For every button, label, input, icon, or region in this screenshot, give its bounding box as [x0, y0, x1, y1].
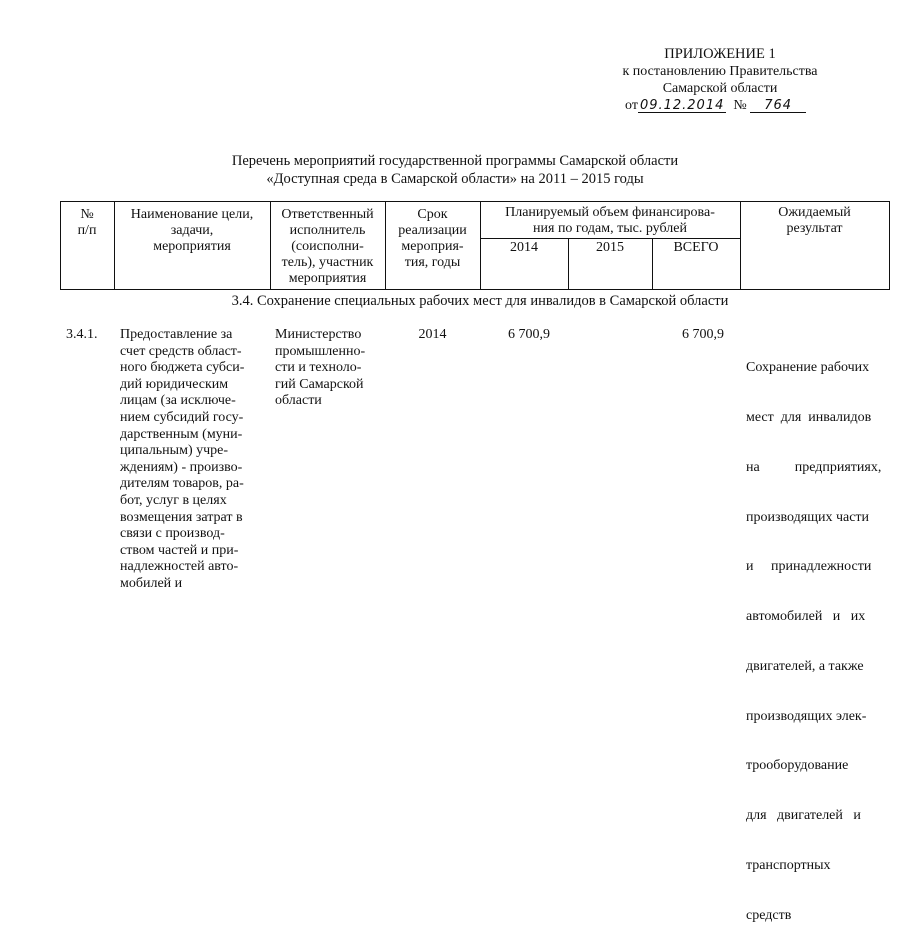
handwritten-date: 09.12.2014: [639, 98, 725, 113]
number-prefix: №: [733, 98, 747, 113]
header-finance-2015: 2015: [596, 240, 624, 255]
row-term: 2014: [418, 327, 447, 342]
header-result: Ожидаемый результат: [778, 205, 851, 236]
col-border-8: [889, 201, 890, 289]
document-title-line-2: «Доступная среда в Самарской области» на 2011 – 2015 годы: [266, 171, 644, 187]
annex-block: [600, 46, 840, 97]
annex-title: ПРИЛОЖЕНИЕ 1: [664, 46, 776, 62]
annex-line-3: Самарской области: [662, 81, 778, 96]
header-name: Наименование цели, задачи, мероприятия: [130, 207, 254, 254]
finance-subheader-border: [480, 238, 740, 239]
row-finance-2014: 6 700,9: [508, 327, 550, 342]
row-number: 3.4.1.: [66, 327, 98, 342]
table-top-border: [60, 201, 890, 202]
date-prefix: от: [625, 98, 638, 113]
header-term: Срок реализации мероприя- тия, годы: [398, 207, 467, 270]
row-result-cell: Сохранение рабочих мест для инвалидов на предприятиях, производящих части и принадлежности автомобилей и их двигателей, а также производящих элек- трооборудование для двигателей и транспортных средств: [746, 360, 882, 923]
header-num: № п/п: [77, 207, 97, 238]
section-title: 3.4. Сохранение специальных рабочих мест для инвалидов в Самарской области: [231, 293, 729, 309]
handwritten-number: 764: [750, 99, 806, 113]
header-responsible: Ответственный исполнитель (соисполни- тель), участник мероприятия: [281, 207, 374, 286]
header-finance: Планируемый объем финансирова- ния по годам, тыс. рублей: [505, 205, 715, 236]
header-finance-total: ВСЕГО: [673, 240, 719, 255]
table-header-bottom-border: [60, 289, 890, 290]
document-title-line-1: Перечень мероприятий государственной программы Самарской области: [231, 153, 679, 169]
annex-date-row: [625, 98, 806, 114]
row-name-cell: Предоставление за счет средств област- ного бюджета субси- дий юридическим лицам (за исключе- нием субсидий госу- дарственным (муни- ципальным) учре- ждениям) - произво- дителям товаров, ра- бот, услуг в целях возмещения затрат в связи с производ- ством частей и при- надлежностей авто- мобилей и: [120, 327, 245, 591]
row-responsible-cell: Министерство промышленно- сти и техноло- гий Самарской области: [275, 327, 366, 409]
header-finance-2014: 2014: [510, 240, 538, 255]
row-finance-total: 6 700,9: [682, 327, 724, 342]
document-title: [150, 152, 760, 188]
annex-line-2: к постановлению Правительства: [622, 64, 818, 79]
